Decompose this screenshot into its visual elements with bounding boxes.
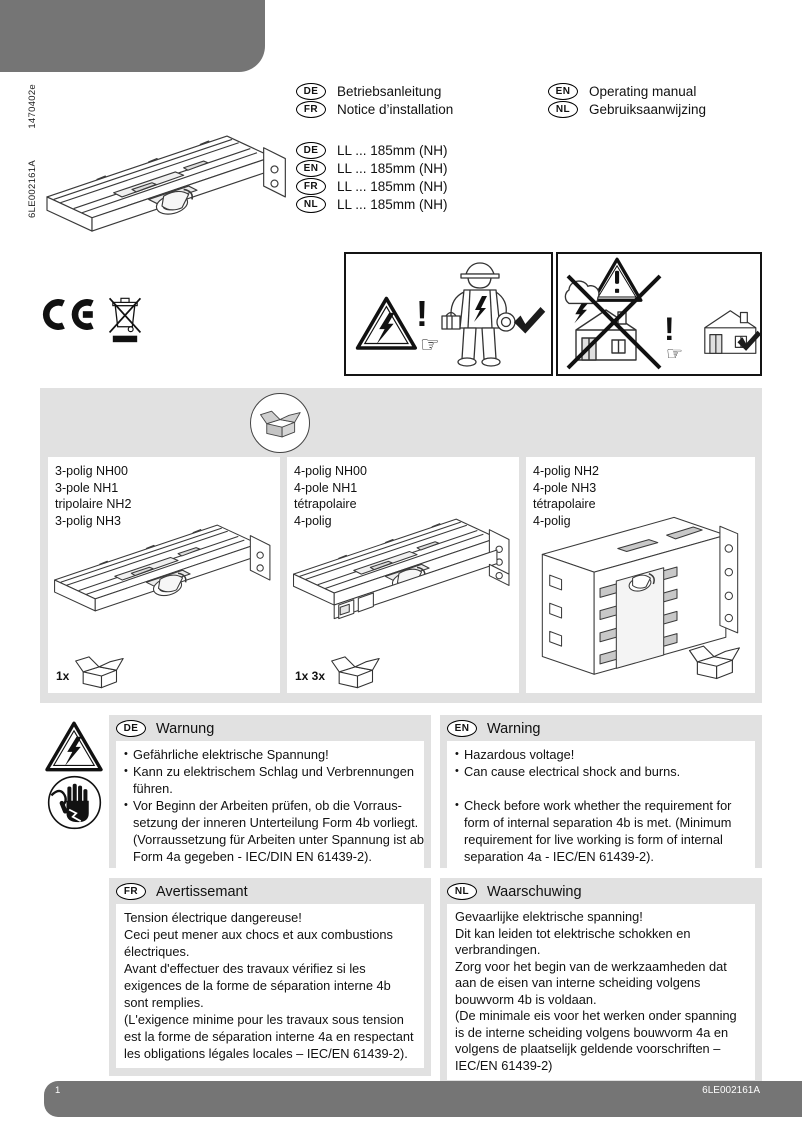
warning-line-text: sont remplies. — [124, 995, 204, 1010]
open-box-icon — [257, 406, 303, 440]
warning-line-text: separation 4a - IEC/EN 61439-2). — [464, 849, 654, 864]
title-row-de — [296, 82, 453, 100]
lang-badge-fr: FR — [116, 883, 146, 900]
warning-text-line — [455, 1058, 747, 1075]
manual-titles-left — [296, 82, 453, 118]
lang-badge-en: EN — [447, 720, 477, 737]
variant-label-line: 4-pole NH1 — [294, 480, 358, 495]
warning-text-line — [124, 848, 416, 865]
warning-line-text: Gefährliche elektrische Spannung! — [133, 747, 329, 762]
warning-line-text: volgens de plaatselijk geldende voorschriften – — [455, 1041, 721, 1056]
lang-badge-de: DE — [296, 142, 326, 159]
warning-line-text: is de interne scheiding volgens bouwvorm 4a en — [455, 1024, 729, 1040]
manual-title-fr: Notice d’installation — [337, 101, 454, 117]
variant-label-line: tétrapolaire — [294, 497, 357, 511]
warning-text-line — [124, 977, 416, 994]
warning-header — [440, 715, 762, 740]
warning-line-text — [464, 781, 468, 796]
warning-line-text: Kann zu elektrischem Schlag und Verbrennungen — [133, 764, 415, 779]
warning-line-text: aan de eisen van interne scheiding volgens — [455, 975, 701, 990]
document-number: 6LE002161A — [702, 1085, 760, 1096]
variant-labels — [294, 463, 367, 529]
warning-text-line — [455, 942, 747, 959]
manual-title-en: Operating manual — [589, 83, 697, 99]
electric-shock-hand-icon — [46, 774, 103, 831]
lang-badge-fr: FR — [296, 101, 326, 118]
warning-text-line — [455, 746, 747, 763]
warning-line-text: form of internal separation 4b is met. (Minimum — [464, 815, 732, 830]
weee-crossed-bin-icon — [108, 291, 142, 343]
warning-text-line — [455, 814, 747, 831]
side-code-revision: 1470402e — [27, 84, 38, 129]
quantity-label: 1x 3x — [295, 669, 326, 683]
variant-label-line: 4-polig — [294, 513, 332, 528]
warning-text-fr — [116, 904, 424, 1068]
lang-badge-de: DE — [296, 83, 326, 100]
footer-bar — [44, 1081, 802, 1117]
warning-text-line — [124, 797, 416, 814]
bullet-dot: • — [124, 765, 128, 777]
worker-figure-icon — [442, 263, 515, 366]
lang-badge-en: EN — [548, 83, 578, 100]
warning-block-de — [109, 715, 431, 868]
bullet-dot: • — [455, 748, 459, 760]
variant-box-4pole — [287, 457, 519, 693]
warning-text-line — [455, 831, 747, 848]
variant-label-line: 4-pole NH3 — [533, 480, 597, 495]
warning-text-line — [124, 814, 419, 831]
variant-label-line: 3-pole NH1 — [55, 480, 119, 495]
warning-text-line — [455, 992, 747, 1009]
variant-labels — [533, 463, 599, 529]
title-row-en — [548, 82, 706, 100]
variant-label-line: 4-polig NH00 — [294, 464, 367, 478]
checkmark-icon — [514, 307, 545, 334]
warning-block-fr — [109, 878, 431, 1076]
open-box-icon — [327, 651, 383, 691]
warning-header — [109, 878, 431, 903]
warning-line-text: Tension électrique dangereuse! — [124, 910, 302, 925]
warning-line-text: Ceci peut mener aux chocs et aux combustions — [124, 927, 393, 942]
warning-line-text: requirement for live working is form of internal — [464, 832, 723, 847]
warning-text-line — [124, 960, 416, 977]
lang-badge-fr: FR — [296, 178, 326, 195]
warning-line-text: Zorg voor het begin van de werkzaamheden dat — [455, 958, 727, 974]
warning-line-text: Hazardous voltage! — [464, 747, 575, 762]
warning-text-line — [124, 1011, 416, 1028]
warning-text-line — [124, 780, 416, 797]
lang-badge-nl: NL — [447, 883, 477, 900]
warning-title: Warnung — [156, 720, 215, 737]
high-voltage-triangle-icon — [358, 299, 416, 349]
warning-text-line — [455, 797, 747, 814]
pointing-hand-icon: ☞ — [420, 332, 440, 357]
quantity-row — [295, 651, 383, 691]
open-box-icon — [685, 640, 743, 682]
warning-line-text: (L'exigence minime pour les travaux sous tension — [124, 1012, 404, 1027]
warning-text-nl — [447, 904, 755, 1080]
warning-line-text: Vor Beginn der Arbeiten prüfen, ob die Vorraus- — [133, 798, 402, 813]
open-box-wrap — [685, 640, 743, 687]
variant-label-line: 4-polig — [533, 513, 571, 528]
warning-text-line — [124, 994, 416, 1011]
warning-text-line — [455, 975, 747, 992]
lang-badge-nl: NL — [548, 101, 578, 118]
warning-line-text: (De minimale eis voor het werken onder spanning — [455, 1008, 737, 1023]
bullet-dot: • — [455, 799, 459, 811]
warning-text-line — [124, 831, 424, 848]
product-row — [296, 195, 448, 213]
warning-text-de — [116, 741, 424, 871]
exclamation-mark: ! — [664, 311, 675, 347]
warning-line-text: Gevaarlijke elektrische spanning! — [455, 909, 643, 924]
variant-box-3pole — [48, 457, 280, 693]
manual-title-de: Betriebsanleitung — [337, 83, 442, 99]
lang-badge-nl: NL — [296, 196, 326, 213]
warning-text-line — [124, 909, 416, 926]
warning-line-text: Check before work whether the requirement for — [464, 798, 732, 813]
hager-logo: :hager — [694, 28, 786, 65]
packaging-variants-panel — [40, 388, 762, 703]
warning-text-line — [455, 763, 747, 780]
variant-box-nh2-nh3 — [526, 457, 755, 693]
warning-line-text: est la forme de séparation interne 4a en respectant — [124, 1029, 414, 1044]
warning-text-line — [455, 848, 747, 865]
warning-line-text: les obligations légales locales – IEC/EN 61439-2). — [124, 1046, 408, 1061]
variant-label-line: tétrapolaire — [533, 497, 596, 511]
warning-title: Waarschuwing — [487, 883, 582, 900]
warning-text-line — [124, 746, 416, 763]
title-row-nl — [548, 100, 706, 118]
variant-label-line: 3-polig NH3 — [55, 513, 122, 528]
product-name: LL ... 185mm (NH) — [337, 196, 448, 212]
lang-badge-en: EN — [296, 160, 326, 177]
safety-pictogram-electrician — [344, 252, 553, 376]
warning-header — [440, 878, 762, 903]
warning-text-line — [455, 909, 747, 926]
warning-text-line — [124, 943, 416, 960]
indoor-use-illustration — [558, 254, 760, 374]
unpack-circle-badge — [250, 393, 310, 453]
product-row — [296, 177, 448, 195]
warning-line-text: bouwvorm 4b is voldaan. — [455, 991, 597, 1007]
quantity-row — [56, 651, 127, 691]
warning-text-line — [455, 1041, 747, 1058]
warning-text-line — [455, 780, 747, 797]
open-box-icon — [71, 651, 127, 691]
warning-title: Warning — [487, 720, 541, 737]
warning-line-text: IEC/EN 61439-2) — [455, 1057, 553, 1073]
bullet-dot: • — [455, 765, 459, 777]
warning-line-text: Form 4a gegeben - IEC/DIN EN 61439-2). — [133, 849, 372, 864]
product-row — [296, 141, 448, 159]
warning-text-line — [124, 926, 416, 943]
variant-labels — [55, 463, 131, 529]
bullet-dot: • — [124, 799, 128, 811]
warning-triangle-icon — [593, 259, 641, 300]
warning-line-text: verbrandingen. — [455, 942, 541, 957]
variant-label-line: 4-polig NH2 — [533, 464, 600, 478]
warning-text-line — [124, 1045, 416, 1062]
warning-text-line — [455, 926, 747, 943]
warning-line-text: Can cause electrical shock and burns. — [464, 764, 681, 779]
title-row-fr — [296, 100, 453, 118]
product-technical-drawing — [42, 116, 292, 262]
warning-line-text: (Vorraussetzung für Arbeiten unter Spannung ist ab — [133, 832, 424, 847]
warning-text-en — [447, 741, 755, 871]
lang-badge-de: DE — [116, 720, 146, 737]
product-name-list — [296, 141, 448, 213]
page-number: 1 — [55, 1085, 61, 1096]
electrician-illustration — [346, 254, 551, 374]
product-name: LL ... 185mm (NH) — [337, 160, 448, 176]
header-bar — [0, 0, 265, 72]
safety-pictogram-indoor-use — [556, 252, 762, 376]
bullet-dot: • — [124, 748, 128, 760]
quantity-label: 1x — [56, 669, 70, 683]
high-voltage-triangle-icon — [43, 719, 105, 773]
warning-text-line — [455, 1025, 747, 1042]
ce-mark-icon — [40, 299, 98, 330]
warning-header — [109, 715, 431, 740]
variant-label-line: 3-polig NH00 — [55, 464, 128, 478]
product-name: LL ... 185mm (NH) — [337, 178, 448, 194]
manual-titles-right — [548, 82, 706, 118]
exclamation-mark: ! — [416, 293, 428, 334]
manual-title-nl: Gebruiksaanwijzing — [589, 101, 707, 117]
product-row — [296, 159, 448, 177]
warning-block-en — [440, 715, 762, 868]
warning-block-nl — [440, 878, 762, 1088]
warning-line-text: exigences de la forme de séparation interne 4b — [124, 978, 391, 993]
warning-line-text: Dit kan leiden tot elektrische schokken en — [455, 925, 691, 941]
warning-text-line — [455, 1008, 747, 1025]
pointing-hand-icon: ☞ — [666, 344, 684, 365]
product-name: LL ... 185mm (NH) — [337, 142, 448, 158]
warning-text-line — [455, 959, 747, 976]
warning-title: Avertissemant — [156, 883, 248, 900]
side-code-document: 6LE002161A — [27, 160, 38, 218]
variant-label-line: tripolaire NH2 — [55, 497, 132, 511]
warning-line-text: setzung der inneren Unterteilung Form 4b vorliegt. — [133, 815, 419, 830]
warning-line-text: électriques. — [124, 944, 190, 959]
warning-line-text: führen. — [133, 781, 173, 796]
warning-text-line — [124, 763, 416, 780]
warning-line-text: Avant d'effectuer des travaux vérifiez si les — [124, 961, 366, 976]
warning-text-line — [124, 1028, 416, 1045]
